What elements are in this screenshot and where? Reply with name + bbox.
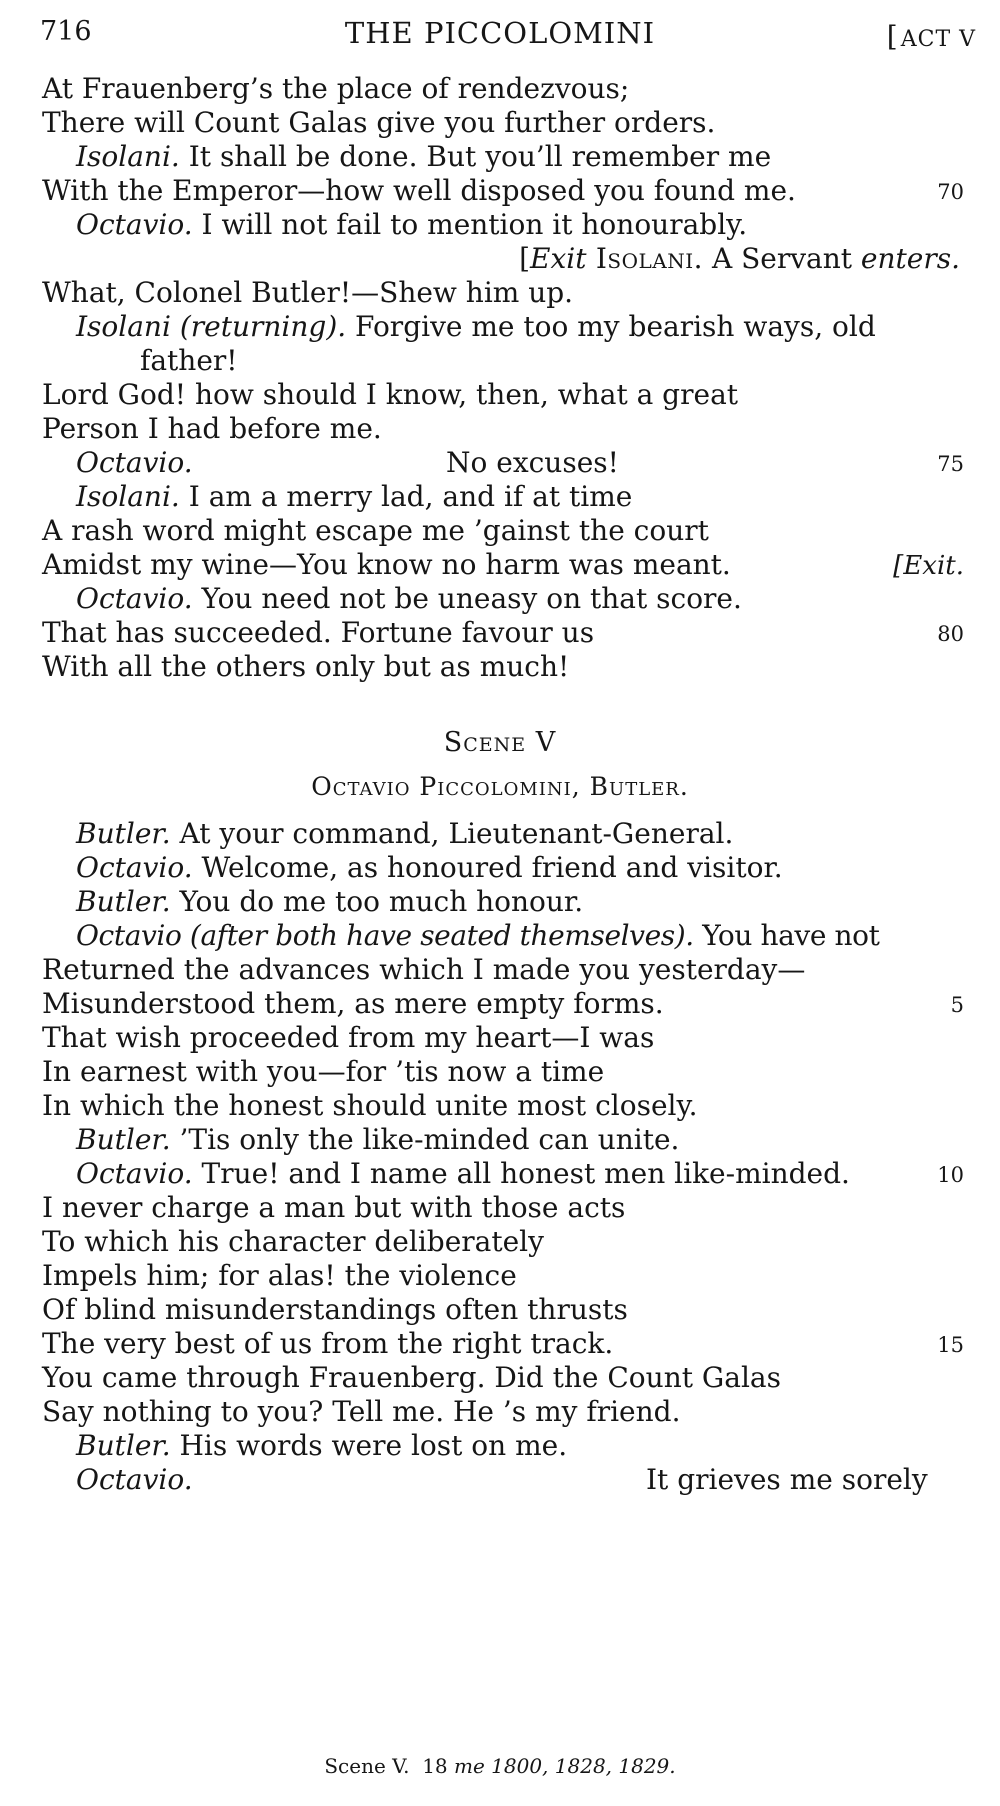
- speaker-name: Butler.: [76, 885, 171, 918]
- footnote-label: Scene V.: [324, 1754, 410, 1778]
- verse-line: Isolani. I am a merry lad, and if at time: [76, 480, 633, 513]
- verse-line: Returned the advances which I made you yesterday—: [42, 953, 806, 986]
- verse-line: With the Emperor—how well disposed you found me.: [42, 174, 796, 207]
- line-number: 70: [937, 180, 964, 204]
- line-number: 15: [937, 1333, 964, 1357]
- speaker-name: Isolani: [76, 310, 171, 343]
- verse-line: Impels him; for alas! the violence: [42, 1259, 517, 1292]
- speaker-name: Octavio.: [76, 1463, 193, 1496]
- line-number: 75: [937, 452, 964, 476]
- verse-line-continuation: father!: [140, 344, 238, 377]
- verse-line: In earnest with you—for ’tis now a time: [42, 1055, 605, 1088]
- exit-direction: [Exit.: [893, 551, 964, 581]
- speaker-name: Isolani.: [76, 480, 180, 513]
- verse-line: That wish proceeded from my heart—I was: [42, 1021, 655, 1054]
- speaker-name: Octavio: [76, 919, 182, 952]
- stage-direction: (returning).: [170, 310, 347, 343]
- page-number: 716: [40, 16, 92, 47]
- verse-line: Isolani. It shall be done. But you’ll remember me: [76, 140, 772, 173]
- line-number: 5: [950, 993, 964, 1017]
- verse-line: A rash word might escape me ’gainst the court: [42, 514, 709, 547]
- speaker-name: Octavio.: [76, 446, 193, 479]
- scene-heading: Scene V: [443, 727, 557, 758]
- scene-cast: Octavio Piccolomini, Butler.: [311, 772, 689, 801]
- speaker-name: Octavio.: [76, 851, 193, 884]
- verse-line: Person I had before me.: [42, 412, 382, 445]
- verse-line: In which the honest should unite most closely.: [42, 1089, 698, 1122]
- verse-line: That has succeeded. Fortune favour us: [42, 616, 595, 649]
- speaker-name: Octavio.: [76, 582, 193, 615]
- verse-line: Lord God! how should I know, then, what a great: [42, 378, 739, 411]
- verse-line: Of blind misunderstandings often thrusts: [42, 1293, 628, 1326]
- verse-line: Octavio. You need not be uneasy on that score.: [76, 582, 742, 615]
- verse-line: Butler. His words were lost on me.: [76, 1429, 568, 1462]
- verse-line: Octavio. I will not fail to mention it honourably.: [76, 208, 748, 241]
- verse-line: Butler. At your command, Lieutenant-General.: [76, 817, 734, 850]
- line-number: 10: [937, 1163, 964, 1187]
- speaker-name: Butler.: [76, 817, 171, 850]
- verse-line: With all the others only but as much!: [42, 650, 570, 683]
- speaker-name: Isolani.: [76, 140, 180, 173]
- verse-line: Isolani (returning). Forgive me too my bearish ways, old: [76, 310, 876, 343]
- line-number: 80: [937, 622, 964, 646]
- running-title: THE PICCOLOMINI: [344, 16, 656, 50]
- verse-line: Octavio. Welcome, as honoured friend and visitor.: [76, 851, 783, 884]
- verse-line: Amidst my wine—You know no harm was meant.: [42, 548, 731, 581]
- footnote-line: 18: [422, 1754, 448, 1778]
- verse-line: I never charge a man but with those acts: [42, 1191, 626, 1224]
- verse-line: At Frauenberg’s the place of rendezvous;: [42, 72, 630, 105]
- verse-line: Butler. ’Tis only the like-minded can unite.: [76, 1123, 680, 1156]
- verse-line: Octavio. True! and I name all honest men like-minded.: [76, 1157, 850, 1190]
- speaker-name: Octavio.: [76, 208, 193, 241]
- verse-line: Octavio (after both have seated themselves). You have not: [76, 919, 880, 952]
- verse-line: The very best of us from the right track.: [42, 1327, 614, 1360]
- running-head: [0, 10, 1000, 60]
- verse-line: Misunderstood them, as mere empty forms.: [42, 987, 664, 1020]
- verse-line: Octavio. No excuses!: [76, 446, 619, 479]
- verse-line: There will Count Galas give you further orders.: [42, 106, 716, 139]
- verse-line: To which his character deliberately: [42, 1225, 544, 1258]
- act-label: ACT V: [900, 27, 976, 52]
- verse-line: You came through Frauenberg. Did the Count Galas: [42, 1361, 781, 1394]
- verse-line: What, Colonel Butler!—Shew him up.: [42, 276, 574, 309]
- speaker-name: Butler.: [76, 1123, 171, 1156]
- footnote-variant: me 1800, 1828, 1829.: [454, 1754, 676, 1778]
- stage-direction: (after both have seated themselves).: [181, 919, 694, 952]
- speaker-name: Butler.: [76, 1429, 171, 1462]
- act-bracket: [: [886, 20, 899, 53]
- act-marker: [887, 20, 976, 53]
- verse-line: Butler. You do me too much honour.: [76, 885, 584, 918]
- speaker-name: Octavio.: [76, 1157, 193, 1190]
- verse-line: Say nothing to you? Tell me. He ’s my friend.: [42, 1395, 681, 1428]
- footnote: [0, 1754, 1000, 1778]
- stage-direction: [Exit Isolani. A Servant enters.: [519, 242, 960, 275]
- verse-line: Octavio. It grieves me sorely: [76, 1463, 928, 1496]
